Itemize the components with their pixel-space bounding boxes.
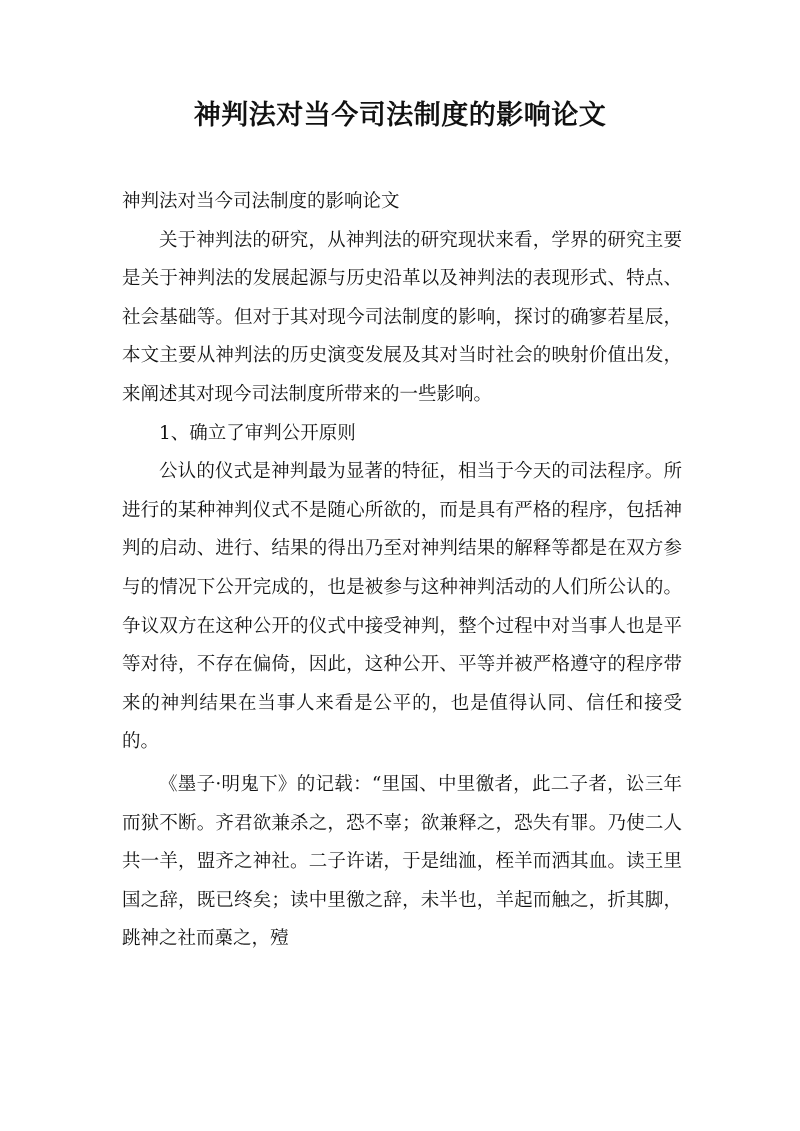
document-title: 神判法对当今司法制度的影响论文 — [193, 100, 607, 131]
body-paragraph: 公认的仪式是神判最为显著的特征，相当于今天的司法程序。所进行的某种神判仪式不是随心所欲的，而是具有严格的程序，包括神判的启动、进行、结果的得出乃至对神判结果的解释等都是在双方参与的情况下公开完成的，也是被参与这种神判活动的人们所公认的。争议双方在这种公开的仪式中接受神判，整个过程中对当事人也是平等对待，不存在偏倚，因此，这种公开、平等并被严格遵守的程序带来的神判结果在当事人来看是公平的，也是值得认同、信任和接受的。 — [122, 461, 682, 753]
intro-paragraph: 关于神判法的研究，从神判法的研究现状来看，学界的研究主要是关于神判法的发展起源与历史沿革以及神判法的表现形式、特点、社会基础等。但对于其对现今司法制度的影响，探讨的确寥若星辰，本文主要从神判法的历史演变发展及其对当时社会的映射价值出发，来阐述其对现今司法制度所带来的一些影响。 — [122, 229, 682, 405]
section-heading: 1、确立了审判公开原则 — [159, 422, 356, 444]
document-body — [122, 183, 682, 959]
quote-paragraph: 《墨子·明鬼下》的记载：“里国、中里徼者，此二子者，讼三年而狱不断。齐君欲兼杀之，恐不辜；欲兼释之，恐失有罪。乃使二人共一羊，盟齐之神社。二子许诺，于是绌洫，桎羊而洒其血。读王里国之辞，既已终矣；读中里徼之辞，未半也，羊起而触之，折其脚，跳神之社而槀之，殪 — [122, 773, 682, 950]
subtitle-line: 神判法对当今司法制度的影响论文 — [122, 191, 400, 212]
